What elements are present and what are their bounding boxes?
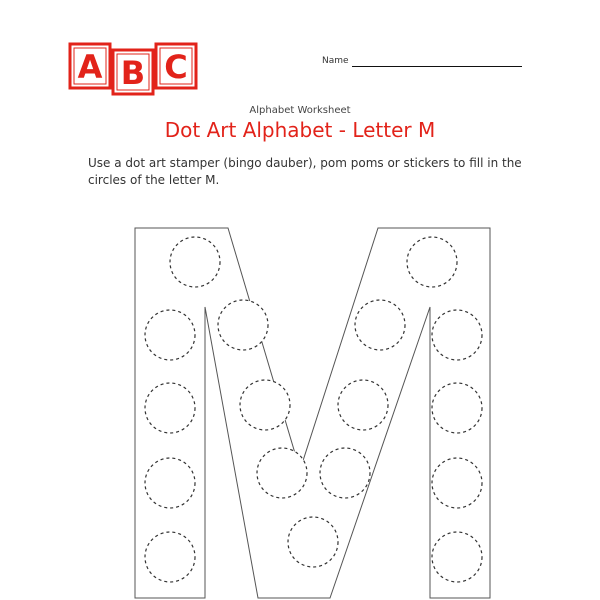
worksheet-instructions: Use a dot art stamper (bingo dauber), pom poms or stickers to fill in the circles of the letter M. xyxy=(88,156,522,187)
stamp-circle-15[interactable] xyxy=(355,300,405,350)
stamp-circle-1[interactable] xyxy=(170,237,220,287)
stamp-circle-14[interactable] xyxy=(432,532,482,582)
stamp-circle-10[interactable] xyxy=(407,237,457,287)
worksheet-subtitle: Alphabet Worksheet xyxy=(249,105,351,116)
svg-text:B: B xyxy=(120,54,146,92)
worksheet-title: Dot Art Alphabet - Letter M xyxy=(164,118,436,142)
stamp-circle-2[interactable] xyxy=(145,310,195,360)
svg-text:A: A xyxy=(77,48,103,86)
name-label: Name xyxy=(322,56,349,66)
stamp-circle-17[interactable] xyxy=(320,448,370,498)
stamp-circle-16[interactable] xyxy=(338,380,388,430)
stamp-circle-4[interactable] xyxy=(145,458,195,508)
stamp-circle-12[interactable] xyxy=(432,383,482,433)
stamp-circle-3[interactable] xyxy=(145,383,195,433)
stamp-circle-8[interactable] xyxy=(257,448,307,498)
stamp-circle-7[interactable] xyxy=(240,380,290,430)
svg-text:C: C xyxy=(164,48,188,86)
stamp-circle-13[interactable] xyxy=(432,458,482,508)
stamp-circle-6[interactable] xyxy=(218,300,268,350)
stamp-circle-11[interactable] xyxy=(432,310,482,360)
stamp-circle-9[interactable] xyxy=(288,517,338,567)
stamp-circle-5[interactable] xyxy=(145,532,195,582)
